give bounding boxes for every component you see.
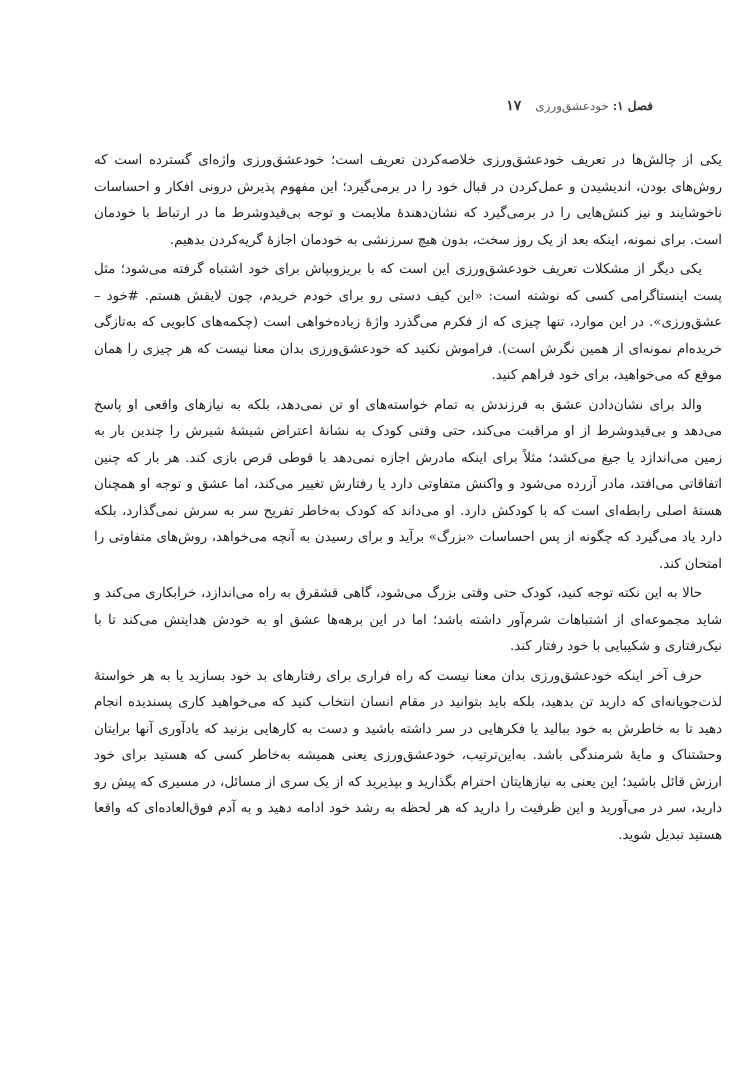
paragraph-5: حرف آخر اینکه خودعشق‌ورزی بدان معنا نیست که راه فراری برای رفتارهای بد خود بسازید یا به هر خواستهٔ لذت‌جویانه‌ای که دارید تن بدهید، بلکه باید بتوانید در مقام انسان انتخاب کنید که می‌خواهید کاری پسندیده انجام دهید تا به خاطرش به خود ببالید یا فکرهایی در سر داشته باشید و دست به کارهایی بزنید که یادآوری آنها برایتان وحشتناک و مایهٔ شرمندگی باشد. به‌این‌ترتیب، خودعشق‌ورزی یعنی همیشه به‌خاطر کسی که هستید برای خود ارزش قائل باشید؛ این یعنی به نیازهایتان احترام بگذارید و بپذیرید که از یک سری از مسائل، در مسیری که پیش رو دارید، سر در می‌آورید و این ظرفیت را دارید که هر لحظه به رشد خود ادامه دهید و به آدم فوق‌العاده‌ای که واقعا هستید تبدیل شوید. xyxy=(94,668,722,843)
body-text xyxy=(94,148,722,852)
paragraph-4: حالا به این نکته توجه کنید، کودک حتی وقتی بزرگ می‌شود، گاهی قشقرق به راه می‌اندازد، خرابکاری می‌کند و شاید مجموعه‌ای از اشتباهات شرم‌آور داشته باشد؛ اما در این برهه‌ها عشق او به خودش هدایتش می‌کند تا با نیک‌رفتاری و شکیبایی با خود رفتار کند. xyxy=(94,586,722,654)
running-header xyxy=(94,98,653,120)
paragraph-2: یکی دیگر از مشکلات تعریف خودعشق‌ورزی این است که با بریزوبپاش برای خود اشتباه گرفته می‌شود؛ مثل پست اینستاگرامی کسی که نوشته است: «این کیف دستی رو برای خودم خریدم، چون لایقش هستم. #خود – عشق‌ورزی». در این موارد، تنها چیزی که از فکرم می‌گذرد واژهٔ زیاده‌خواهی است (چکمه‌های کابویی که به‌تازگی خریده‌ام نمونه‌ای از همین نگرش است). فراموش نکنید که خودعشق‌ورزی بدان معنا نیست که هر چیزی را همان موقع که می‌خواهید، برای خود فراهم کنید. xyxy=(94,262,722,383)
page-number: ١٧ xyxy=(506,98,522,114)
paragraph-1: یکی از چالش‌ها در تعریف خودعشق‌ورزی خلاصه‌کردن تعریف است؛ خودعشق‌ورزی واژه‌ای گسترده است که روش‌های بودن، اندیشیدن و عمل‌کردن در قبال خود را در برمی‌گیرد؛ این مفهوم پذیرش درونی افکار و احساسات ناخوشایند و نیز کنش‌هایی را در برمی‌گیرد که نشان‌دهندهٔ ملایمت و توجه بی‌قیدوشرط ما در ارتباط با خودمان است. برای نمونه، اینکه بعد از یک روز سخت، بدون هیچ سرزنشی به خودمان اجازهٔ گریه‌کردن بدهیم. xyxy=(94,153,722,248)
paragraph-3: والد برای نشان‌دادن عشق به فرزندش به تمام خواسته‌های او تن نمی‌دهد، بلکه به نیازهای واقعی او پاسخ می‌دهد و بی‌قیدوشرط از او مراقبت می‌کند، حتی وقتی کودک به نشانهٔ اعتراض شیشهٔ شیرش را چندین بار به زمین می‌اندازد یا جیغ می‌کشد؛ مثلاً برای اینکه مادرش اجازه نمی‌دهد با قوطی قرص بازی کند. هر بار که چنین اتفاقاتی می‌افتد، مادر آزرده می‌شود و واکنش متفاوتی دارد یا رفتارش تغییر می‌کند، اما عشق و توجه او همچنان هستهٔ اصلی رابطه‌ای است که با کودکش دارد. او می‌داند که کودک به‌خاطر تفریح سر به سرش نمی‌گذارد، بلکه دارد یاد می‌گیرد که چگونه از پس احساسات «بزرگ» برآید و برای رسیدن به آنچه می‌خواهد، روش‌های متفاوتی را امتحان کند. xyxy=(94,397,722,572)
chapter-heading xyxy=(535,99,653,113)
chapter-title: خودعشق‌ورزی xyxy=(535,99,609,113)
chapter-label: فصل ١: xyxy=(612,99,653,113)
